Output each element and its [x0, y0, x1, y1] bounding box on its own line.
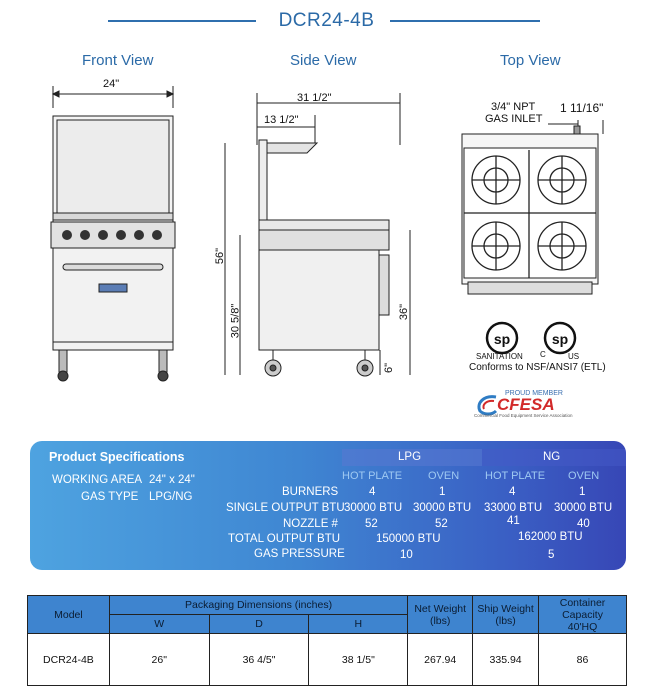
working-area-label: WORKING AREA: [52, 474, 143, 486]
side-oven-height-dim: 36": [398, 303, 411, 321]
burners-label: BURNERS: [282, 486, 339, 498]
ng-label: NG: [543, 451, 561, 463]
lpg-hot-plate-header: HOT PLATE: [342, 470, 403, 482]
ng-oven-header: OVEN: [568, 470, 600, 482]
ng-hot-plate-header: HOT PLATE: [485, 470, 546, 482]
gas-inlet-offset-dim: 1 11/16": [560, 101, 604, 115]
table-header-row: [28, 596, 627, 615]
sanitation-label: SANITATION: [476, 352, 523, 361]
working-area-value: 24" x 24": [149, 474, 195, 486]
burners-ng-hot-plate: 4: [509, 486, 516, 498]
nozzle-lpg-hot-plate: 52: [365, 518, 378, 530]
container-header-line1: Container Capacity: [559, 596, 606, 621]
gas-pressure-lpg: 10: [400, 549, 413, 561]
d-header: D: [209, 615, 309, 634]
packaging-table: [27, 595, 627, 686]
cfesa-name: CFESA: [497, 395, 555, 414]
nozzle-lpg-oven: 52: [435, 518, 448, 530]
cell-net-weight: 267.94: [408, 634, 473, 686]
cell-capacity: 86: [539, 634, 627, 686]
single-output-lpg-oven: 30000 BTU: [413, 502, 472, 514]
specs-heading: Product Specifications: [49, 450, 185, 464]
conforms-text: Conforms to NSF/ANSI7 (ETL): [469, 362, 606, 373]
cell-ship-weight: 335.94: [473, 634, 539, 686]
side-leg-dim: 6": [383, 362, 396, 374]
h-header: H: [309, 615, 408, 634]
single-output-label: SINGLE OUTPUT BTU: [226, 502, 345, 514]
lpg-label: LPG: [398, 451, 422, 463]
table-row: [28, 634, 627, 686]
front-view-drawing: [45, 78, 185, 398]
gas-type-value: LPG/NG: [149, 491, 193, 503]
net-weight-header-line1: Net Weight: [414, 602, 467, 615]
net-weight-header: [408, 596, 473, 634]
net-weight-header-line2: (lbs): [429, 614, 451, 627]
front-width-dim: 24": [103, 78, 120, 90]
side-view-drawing: [215, 85, 415, 405]
top-view-drawing: [458, 118, 608, 298]
nozzle-ng-oven: 40: [577, 518, 590, 530]
container-header-line2: 40'HQ: [567, 620, 598, 633]
single-output-ng-hot-plate: 33000 BTU: [484, 502, 543, 514]
top-view-title: Top View: [500, 52, 561, 69]
side-height-dim: 56": [214, 247, 227, 265]
total-output-ng: 162000 BTU: [518, 531, 583, 543]
packaging-dimensions-header: Packaging Dimensions (inches): [109, 596, 407, 615]
side-view-title: Side View: [290, 52, 357, 69]
ship-weight-header-line2: (lbs): [495, 614, 516, 627]
burners-lpg-oven: 1: [439, 486, 446, 498]
page-title: DCR24-4B: [278, 10, 375, 31]
cell-model: DCR24-4B: [28, 634, 110, 686]
burners-ng-oven: 1: [579, 486, 586, 498]
nozzle-label: NOZZLE #: [283, 518, 338, 530]
side-shelf-dim: 13 1/2": [264, 114, 299, 126]
nozzle-ng-hot-plate: 41: [507, 515, 520, 527]
gas-type-label: GAS TYPE: [81, 491, 139, 503]
total-output-lpg: 150000 BTU: [376, 533, 441, 545]
gas-inlet-label-2: GAS INLET: [485, 113, 543, 125]
ship-weight-header-line1: Ship Weight: [477, 602, 534, 615]
model-header: Model: [28, 596, 110, 634]
svg-text:sp: sp: [493, 331, 511, 347]
lpg-oven-header: OVEN: [428, 470, 460, 482]
cfesa-subtitle: Commercial Food Equipment Service Association: [474, 413, 573, 418]
side-depth-dim: 31 1/2": [297, 92, 332, 104]
single-output-ng-oven: 30000 BTU: [554, 502, 613, 514]
side-work-height-dim: 30 5/8": [229, 303, 242, 339]
total-output-label: TOTAL OUTPUT BTU: [228, 533, 341, 545]
product-specifications-panel: [30, 441, 626, 570]
cell-h: 38 1/5": [309, 634, 408, 686]
cell-d: 36 4/5": [209, 634, 309, 686]
burners-lpg-hot-plate: 4: [369, 486, 376, 498]
c-mark: C: [540, 350, 546, 359]
cell-w: 26": [109, 634, 209, 686]
ship-weight-header: [473, 596, 539, 634]
csa-sanitation-logo: [472, 320, 532, 356]
csa-us-logo: [530, 320, 590, 356]
w-header: W: [109, 615, 209, 634]
single-output-lpg-hot-plate: 30000 BTU: [344, 502, 403, 514]
gas-pressure-ng: 5: [548, 549, 555, 561]
gas-pressure-label: GAS PRESSURE: [254, 548, 345, 560]
cfesa-proud-member: PROUD MEMBER: [505, 390, 563, 397]
svg-text:sp: sp: [551, 331, 569, 347]
front-view-title: Front View: [82, 52, 154, 69]
container-capacity-header: [539, 596, 627, 634]
us-mark: US: [568, 352, 580, 361]
gas-inlet-label-1: 3/4" NPT: [491, 101, 536, 113]
